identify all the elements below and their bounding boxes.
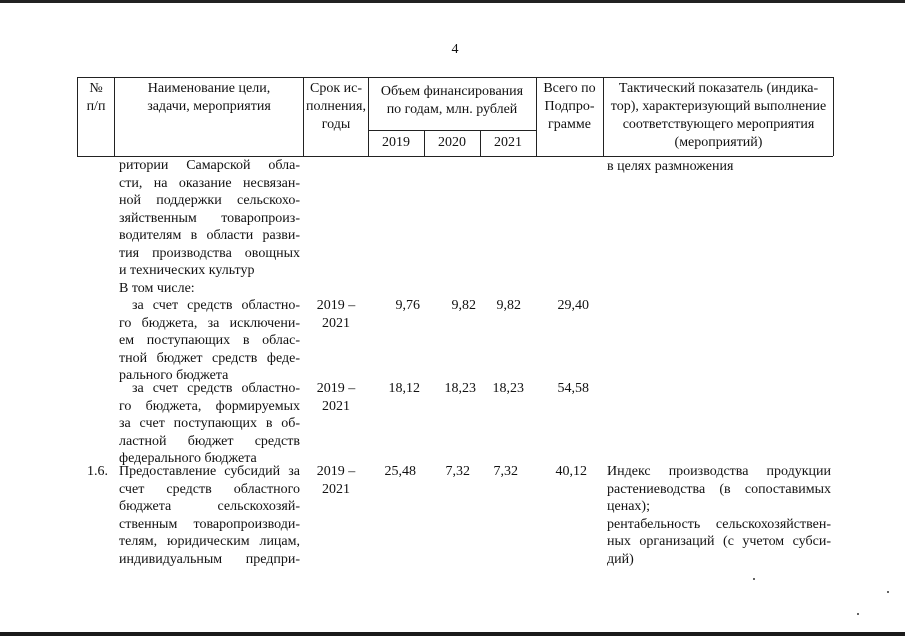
row-3-total: 40,12 (555, 464, 587, 479)
row-3-name (119, 463, 300, 568)
text-line: индивидуальным предпри- (119, 551, 300, 567)
header-indicator-line: Тактический показатель (индика- (618, 81, 819, 96)
header-year-2020: 2020 (438, 135, 466, 150)
text-line: го бюджета, формируемых (119, 398, 300, 414)
text-line: бюджета сельскохозяй- (119, 499, 300, 514)
text-line: го бюджета, за исключени- (119, 315, 300, 331)
row-3-term (304, 463, 368, 498)
text-line: дий) (607, 551, 634, 567)
header-funding-line: по годам, млн. рублей (386, 102, 518, 117)
term-line: 2021 (322, 315, 350, 331)
row-2-v2021: 18,23 (492, 381, 524, 396)
text-line: тия производства овощных (119, 245, 300, 261)
table-top-border (77, 77, 833, 78)
row-3-v2020: 7,32 (445, 464, 470, 479)
text-line: федерального бюджета (119, 451, 257, 466)
text-line: за счет средств областно- (132, 381, 300, 396)
term-line: 2021 (322, 481, 350, 497)
text-line: Предоставление субсидий за (119, 464, 300, 479)
row-2-v2019: 18,12 (388, 381, 420, 396)
row-3-v2021: 7,32 (493, 464, 518, 479)
header-total-line: Подпро- (544, 99, 595, 114)
row-1-term (304, 297, 368, 332)
page-number: 4 (451, 42, 459, 57)
header-year-2019: 2019 (382, 135, 410, 150)
header-term-line: годы (321, 117, 351, 132)
text-line: ных организаций (с учетом субси- (607, 534, 831, 549)
header-funding (368, 83, 536, 119)
row-2-term (304, 380, 368, 415)
term-line: 2019 – (316, 298, 356, 313)
header-num-line: п/п (86, 99, 106, 114)
header-total-line: грамме (548, 117, 591, 132)
header-indicator-line: тор), характеризующий выполнение (610, 99, 827, 114)
row-1-total: 29,40 (557, 298, 589, 313)
row-1-v2019: 9,76 (395, 298, 420, 313)
header-total-line: Всего по (543, 81, 596, 96)
header-indicator-line: (мероприятий) (674, 135, 763, 150)
scan-speck (857, 613, 859, 615)
term-line: 2019 – (316, 381, 356, 396)
text-line: за счет поступающих в об- (119, 416, 300, 431)
header-name-line: Наименование цели, (147, 81, 271, 96)
text-line: водителям в области разви- (119, 228, 300, 243)
header-term (304, 80, 368, 134)
header-indicator-line: соответствующего мероприятия (622, 117, 815, 132)
header-num-line: № (89, 81, 103, 96)
header-term-line: полнения, (306, 99, 366, 114)
text-line: за счет средств областно- (132, 298, 300, 313)
row-3-num: 1.6. (87, 464, 108, 479)
text-line: счет средств областного (119, 481, 300, 497)
header-year-2021: 2021 (494, 135, 522, 150)
row-1-name (119, 297, 300, 385)
row-2-total: 54,58 (557, 381, 589, 396)
text-line: ной поддержки сельскохо- (119, 193, 300, 208)
scan-top-edge (0, 0, 905, 3)
term-line: 2019 – (316, 464, 356, 479)
text-line: рентабельность сельскохозяйствен- (607, 516, 831, 532)
text-line: телям, юридическим лицам, (119, 534, 300, 549)
text-line: ластной бюджет средств (119, 433, 300, 449)
row-2-name (119, 380, 300, 468)
row-1-v2020: 9,82 (451, 298, 476, 313)
col-line-6 (833, 77, 834, 156)
continuation-indicator: в целях размножения (607, 159, 734, 174)
row-2-v2020: 18,23 (444, 381, 476, 396)
text-line: ценах); (607, 499, 650, 514)
text-line: ем поступающих в облас- (119, 333, 300, 348)
text-line: тной бюджет средств феде- (119, 350, 300, 366)
text-line: сти, на оказание несвязан- (119, 175, 300, 191)
text-line: ственным товаропроизводи- (119, 516, 300, 532)
sub-heading: В том числе: (119, 281, 195, 296)
header-term-line: Срок ис- (309, 81, 362, 96)
years-divider (368, 130, 536, 131)
text-line: рального бюджета (119, 368, 229, 383)
header-name (115, 80, 303, 116)
header-funding-line: Объем финансирования (380, 84, 524, 99)
header-num (78, 80, 114, 116)
text-line: зяйственным товаропроиз- (119, 210, 300, 226)
text-line: и технических культур (119, 263, 255, 278)
text-line: Индекс производства продукции (607, 464, 831, 479)
row-3-indicator (607, 463, 831, 568)
text-line: ритории Самарской обла- (119, 158, 300, 173)
continuation-name (119, 157, 300, 280)
scan-speck (887, 591, 889, 593)
row-3-v2019: 25,48 (384, 464, 416, 479)
header-name-line: задачи, мероприятия (147, 99, 271, 114)
scan-speck (753, 578, 755, 580)
term-line: 2021 (322, 398, 350, 414)
header-indicator (604, 80, 833, 152)
header-total (536, 80, 603, 134)
text-line: растениеводства (в сопоставимых (607, 481, 831, 497)
scan-bottom-edge (0, 632, 905, 636)
row-1-v2021: 9,82 (496, 298, 521, 313)
